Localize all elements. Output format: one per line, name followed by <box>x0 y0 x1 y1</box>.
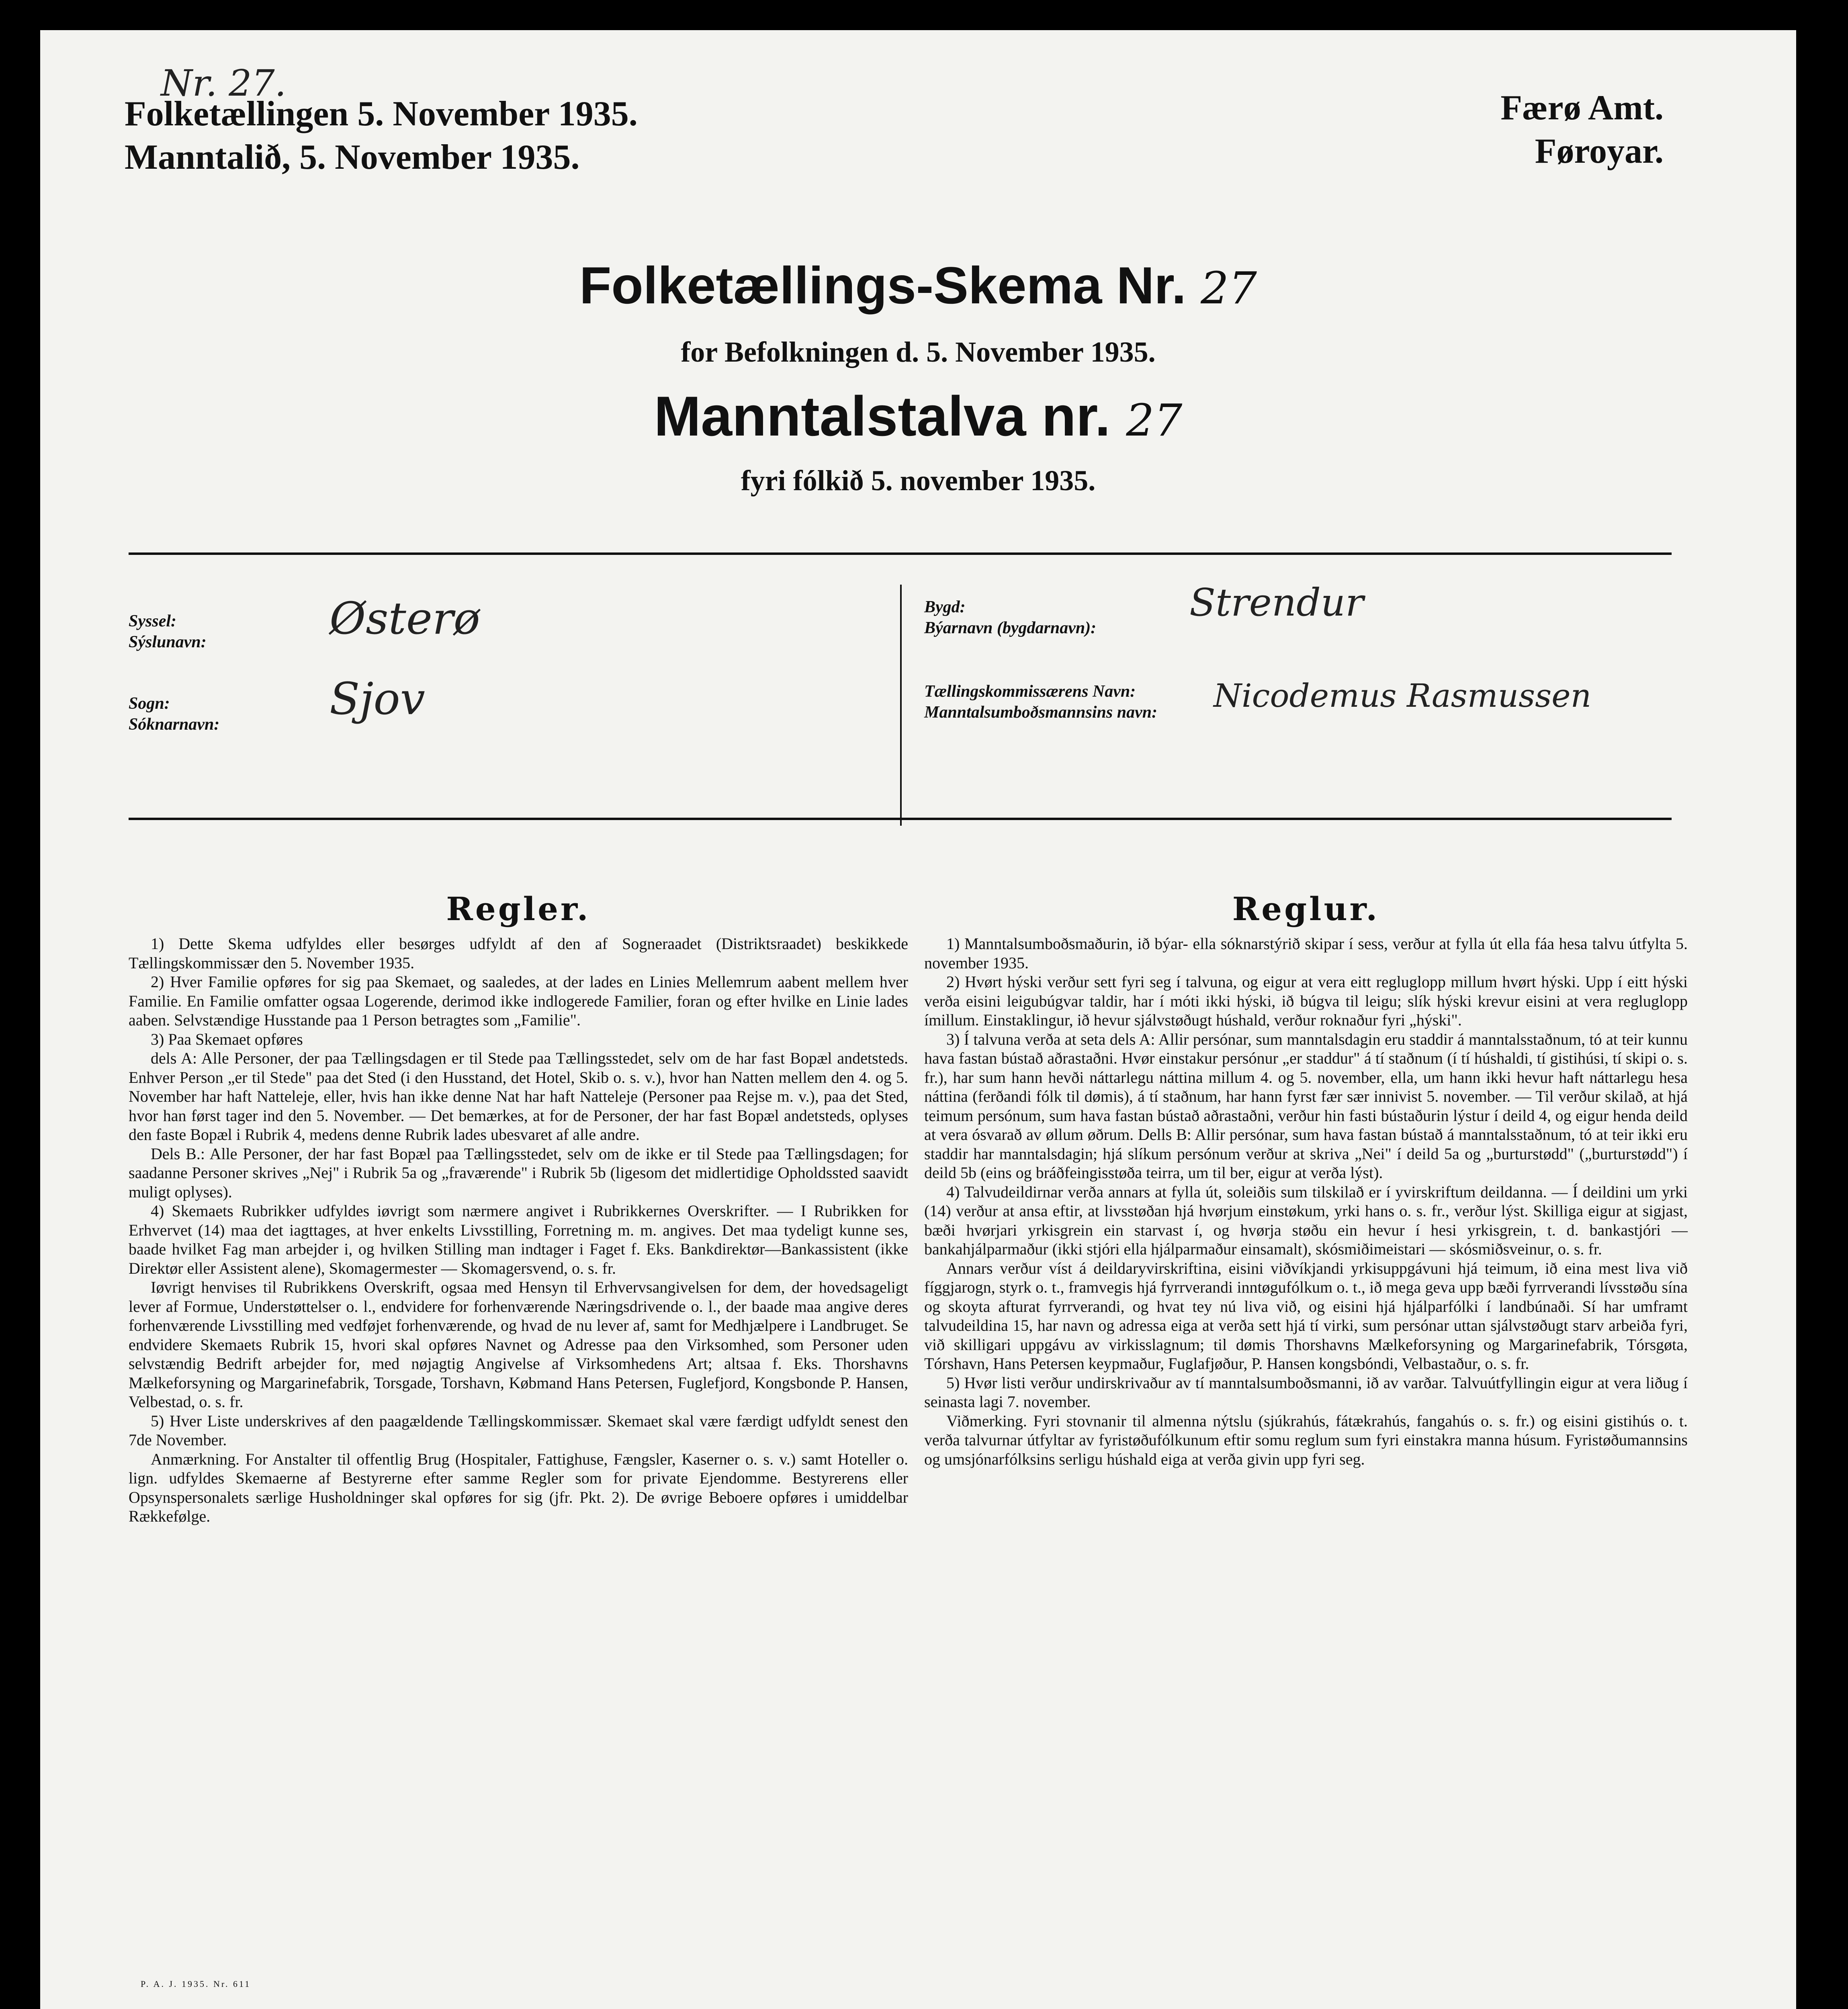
sogn-label <box>129 693 219 735</box>
commissioner-label-fo: Manntalsumboðsmannsins navn: <box>924 703 1158 722</box>
rule-paragraph: 4) Skemaets Rubrikker udfyldes iøvrigt som nærmere angivet i Rubrikkernes Overskrifter. — I Rubrikken for Erhvervet (14) maa det iagttages, at hver enkelts Livsstilling, Forretning m. m. angives. Det maa tydeligt kunne ses, baade hvilket Fag man arbejder i, og hvilken Stilling man indtager i Faget f. Eks. Bankdirektør—Bankassistent (ikke Direktør eller Assistent alene), Skomagermester — Skomagersvend, o. s. fr. <box>129 1202 908 1277</box>
rule-paragraph: 3) Paa Skemaet opføres <box>151 1030 303 1048</box>
form-title-faroese-text: Manntalstalva nr. <box>654 385 1111 448</box>
rules-danish <box>129 934 908 1526</box>
rule-paragraph: 2) Hvørt hýski verður sett fyri seg í talvuna, og eigur at vera eitt regluglopp millum hvørt hýski. Upp í eitt hýski verða eisini leigubúgvar taldir, har í móti ikki hýski, ið búgva til leigu; slík hýski krevur eisini at vera regluglopp ímillum. Einstaklingur, ið hevur sjálvstøðugt húshald, verður roknaður fyri „hýski". <box>924 973 1688 1029</box>
rule-paragraph: Dels B.: Alle Personer, der har fast Bopæl paa Tællingsstedet, selv om de ikke er til Stede paa Tællingsdagen; for saadanne Personer skrives „Nej" i Rubrik 5a og „fraværende" i Rubrik 5b (ligesom det midlertidige Opholdssted saavidt muligt oplyses). <box>129 1144 908 1201</box>
rules-heading-danish: Regler. <box>446 890 591 928</box>
form-subtitle-faroese: fyri fólkið 5. november 1935. <box>741 464 1096 497</box>
syssel-value: Østerø <box>329 593 480 644</box>
divider-bottom <box>129 818 1672 820</box>
corner-note: Nr. 27. <box>161 62 287 104</box>
bygd-value: Strendur <box>1189 581 1364 625</box>
sogn-label-da: Sogn: <box>129 694 170 713</box>
rule-paragraph: 5) Hver Liste underskrives af den paagældende Tællingskommissær. Skemaet skal være færdigt udfyldt senest den 7de November. <box>129 1412 908 1449</box>
rule-paragraph: Iøvrigt henvises til Rubrikkens Overskrift, ogsaa med Hensyn til Erhvervsangivelsen for dem, der hovedsageligt lever af Formue, Understøttelser o. l., endvidere for forhenværende Næringsdrivende o. l., der baade maa angive deres forhenværende Livsstilling med vedføjet forhenværende, og hvad de nu lever af, samt for Medhjælpere i Landbruget. Se endvidere Skemaets Rubrik 15, hvori skal opføres Navnet og Adresse paa den Virksomhed, som Personer uden selvstændig Bedrift arbejder for, med nøjagtig Angivelse af Virksomhedens Art; altsaa f. Eks. Thorshavns Mælkeforsyning og Margarinefabrik, Torsgade, Torshavn, Købmand Hans Petersen, Fuglefjord, Kongsbonde P. Hansen, Velbestad, o. s. fr. <box>129 1278 908 1411</box>
rules-faroese <box>924 934 1688 1469</box>
rule-paragraph: Annars verður víst á deildaryvirskriftina, eisini viðvíkjandi yrkisuppgávuni hjá teimum, ið eina mest liva við fíggjarogn, styrk o. t., framvegis hjá fyrrverandi inntøgufólkum o. t., ið mega geva upp bæði fyrrverandi lívsstøðu sína og skoyta afturat fyrrverandi, og hvat tey nú liva við, og eisini hjá hjálparfólki í landbúnaði. Sí har umframt talvudeildina 15, har navn og adressa eiga at verða sett hjá tí virki, sum persónar uttan sjálvstøðugt starv arbeiða fyri, við skilligari uppgávu av virkisslagnum; til dømis Thorshavns Mælkeforsyning og Margarinefabrik, Tórsgøta, Tórshavn, Hans Petersen keypmaður, Fuglafjøður, P. Hansen kongsbóndi, Velbastaður, o. s. fr. <box>924 1259 1688 1373</box>
syssel-label-fo: Sýslunavn: <box>129 633 207 651</box>
rule-paragraph: 5) Hvør listi verður undirskrivaður av tí manntalsumboðsmanni, ið av varðar. Talvuútfyllingin eigur at vera liðug í seinasta lagi 7. november. <box>924 1373 1688 1411</box>
header-left-line-1: Folketællingen 5. November 1935. <box>125 94 638 133</box>
census-form-page <box>40 30 1796 2009</box>
rule-paragraph: 2) Hver Familie opføres for sig paa Skemaet, og saaledes, at der lades en Linies Mellemrum aabent mellem hver Familie. En Familie omfatter ogsaa Logerende, derimod ikke indlogerede Familier, foran og efter hvilke en Linie lades aaben. Selvstændige Husstande paa 1 Person betragtes som „Familie". <box>129 973 908 1029</box>
bygd-label-fo: Býarnavn (bygdarnavn): <box>924 619 1097 637</box>
header-right-line-1: Færø Amt. <box>1500 88 1664 127</box>
rule-paragraph: Viðmerking. Fyri stovnanir til almenna nýtslu (sjúkrahús, fátækrahús, fangahús o. s. fr.) og eisini gistihús o. t. verða talvurnar útfyltar av fyristøðufólkunum eftir somu reglum sum fyri einstakra manna húsum. Fyristøðumannsins og umsjónarfólksins serligu húshald eiga at verða givin upp fyri seg. <box>924 1412 1688 1468</box>
rule-paragraph: 3) Í talvuna verða at seta dels A: Allir persónar, sum manntalsdagin eru staddir á manntalsstaðnum, tó at teir kunnu hava fastan bústað aðrastaðni. Hvør einstakur persónur „er staddur" á tí staðnum (í tí húshaldi, tí gistihúsi, tí skipi o. s. fr.), har sum hann hevði náttarlegu náttina millum 4. og 5. november, ella, um hann ikki hevur haft náttarlegu hesa náttina (ferðandi fólk til dømis), á tí staðnum, har hann fyrst fær sær innivist 5. november. — Til verður skilað, at hjá teimum persónum, sum hava fastan bústað aðrastaðni, verður hin fasti bústaðurin lýstur í deild 4, og eigur henda deild at vera ósvarað av øllum øðrum. Dells B: Allir persónar, sum hava fastan bústað á manntalsstaðnum, tó at teir ikki eru staddir har manntalsdagin; hjá slíkum persónum verður at skriva „Nei" í deild 5a og „burturstødd" („burturstødd") í deild 5b (eins og bráðfeingisstøða teirra, um til ber, eigur at verða lýst). <box>924 1030 1688 1182</box>
syssel-label-da: Syssel: <box>129 612 176 630</box>
form-title-danish-text: Folketællings-Skema Nr. <box>579 256 1186 315</box>
bygd-label-da: Bygd: <box>924 598 966 616</box>
header-left-line-2: Manntalið, 5. November 1935. <box>125 138 580 177</box>
header-left <box>125 92 638 179</box>
rules-heading-faroese: Reglur. <box>1232 890 1380 928</box>
commissioner-value: Nicodemus Rasmussen <box>1214 677 1592 714</box>
divider-top <box>129 552 1672 555</box>
bygd-label <box>924 597 1096 638</box>
form-subtitle-danish: for Befolkningen d. 5. November 1935. <box>681 336 1156 368</box>
header-right-line-2: Føroyar. <box>1535 132 1664 171</box>
fields-divider <box>900 585 902 826</box>
commissioner-label <box>924 681 1157 723</box>
syssel-label <box>129 611 207 653</box>
sogn-value: Sjov <box>329 673 425 724</box>
rule-paragraph: dels A: Alle Personer, der paa Tællingsdagen er til Stede paa Tællingsstedet, selv om de har fast Bopæl andetsteds. Enhver Person „er til Stede" paa det Sted (i den Husstand, det Hotel, Skib o. s. v.), hvor han Natten mellem den 4. og 5. November har haft Natteleje, eller, hvis han ikke denne Nat har haft Natteleje (Personer paa Rejse m. v.), paa det Sted, hvor han først tager ind den 5. November. — Det bemærkes, at for de Personer, der har fast Bopæl andetsteds, oplyses den faste Bopæl i Rubrik 4, medens denne Rubrik lades ubesvaret af alle andre. <box>129 1049 908 1144</box>
header-right <box>1500 86 1664 173</box>
form-number-danish: 27 <box>1201 262 1257 314</box>
rule-paragraph: 1) Manntalsumboðsmaðurin, ið býar- ella sóknarstýrið skipar í sess, verður at fylla út ella fáa hesa talvu útfylta 5. november 1935. <box>924 935 1688 972</box>
commissioner-label-da: Tællingskommissærens Navn: <box>924 682 1136 701</box>
form-number-faroese: 27 <box>1126 395 1183 446</box>
form-title-danish <box>40 255 1796 315</box>
rule-paragraph: 1) Dette Skema udfyldes eller besørges udfyldt af den af Sogneraadet (Distriktsraadet) beskikkede Tællingskommissær den 5. November 1935. <box>129 935 908 972</box>
form-title-faroese <box>40 384 1796 449</box>
rule-paragraph: 4) Talvudeildirnar verða annars at fylla út, soleiðis sum tilskilað er í yvirskriftum deildanna. — Í deildini um yrki (14) verður at ansa eftir, at livsstøðan hjá hvørjum einstøkum, yrki hans o. s. fr., verður lýst. Skilliga eigur at sigjast, bæði hvørjari yrkisgrein ein starvast í, og hvørja støðu ein hevur í hesi yrkisgrein, t. d. bankastjóri — bankahjálparmaður (ikki stjóri ella hjálparmaður einsamalt), skósmiðimeistari — skósmiðsveinur, o. s. fr. <box>924 1182 1688 1258</box>
rule-paragraph: Anmærkning. For Anstalter til offentlig Brug (Hospitaler, Fattighuse, Fængsler, Kaserner o. s. v.) samt Hoteller o. lign. udfyldes Skemaerne af Bestyrerne efter samme Regler som for private Ejendomme. Bestyrerens eller Opsynspersonalets særlige Husholdninger skal opføres for sig (jfr. Pkt. 2). De øvrige Beboere opføres i umiddelbar Rækkefølge. <box>129 1450 908 1525</box>
sogn-label-fo: Sóknarnavn: <box>129 715 220 734</box>
print-mark: P. A. J. 1935. Nr. 611 <box>141 1979 251 1989</box>
